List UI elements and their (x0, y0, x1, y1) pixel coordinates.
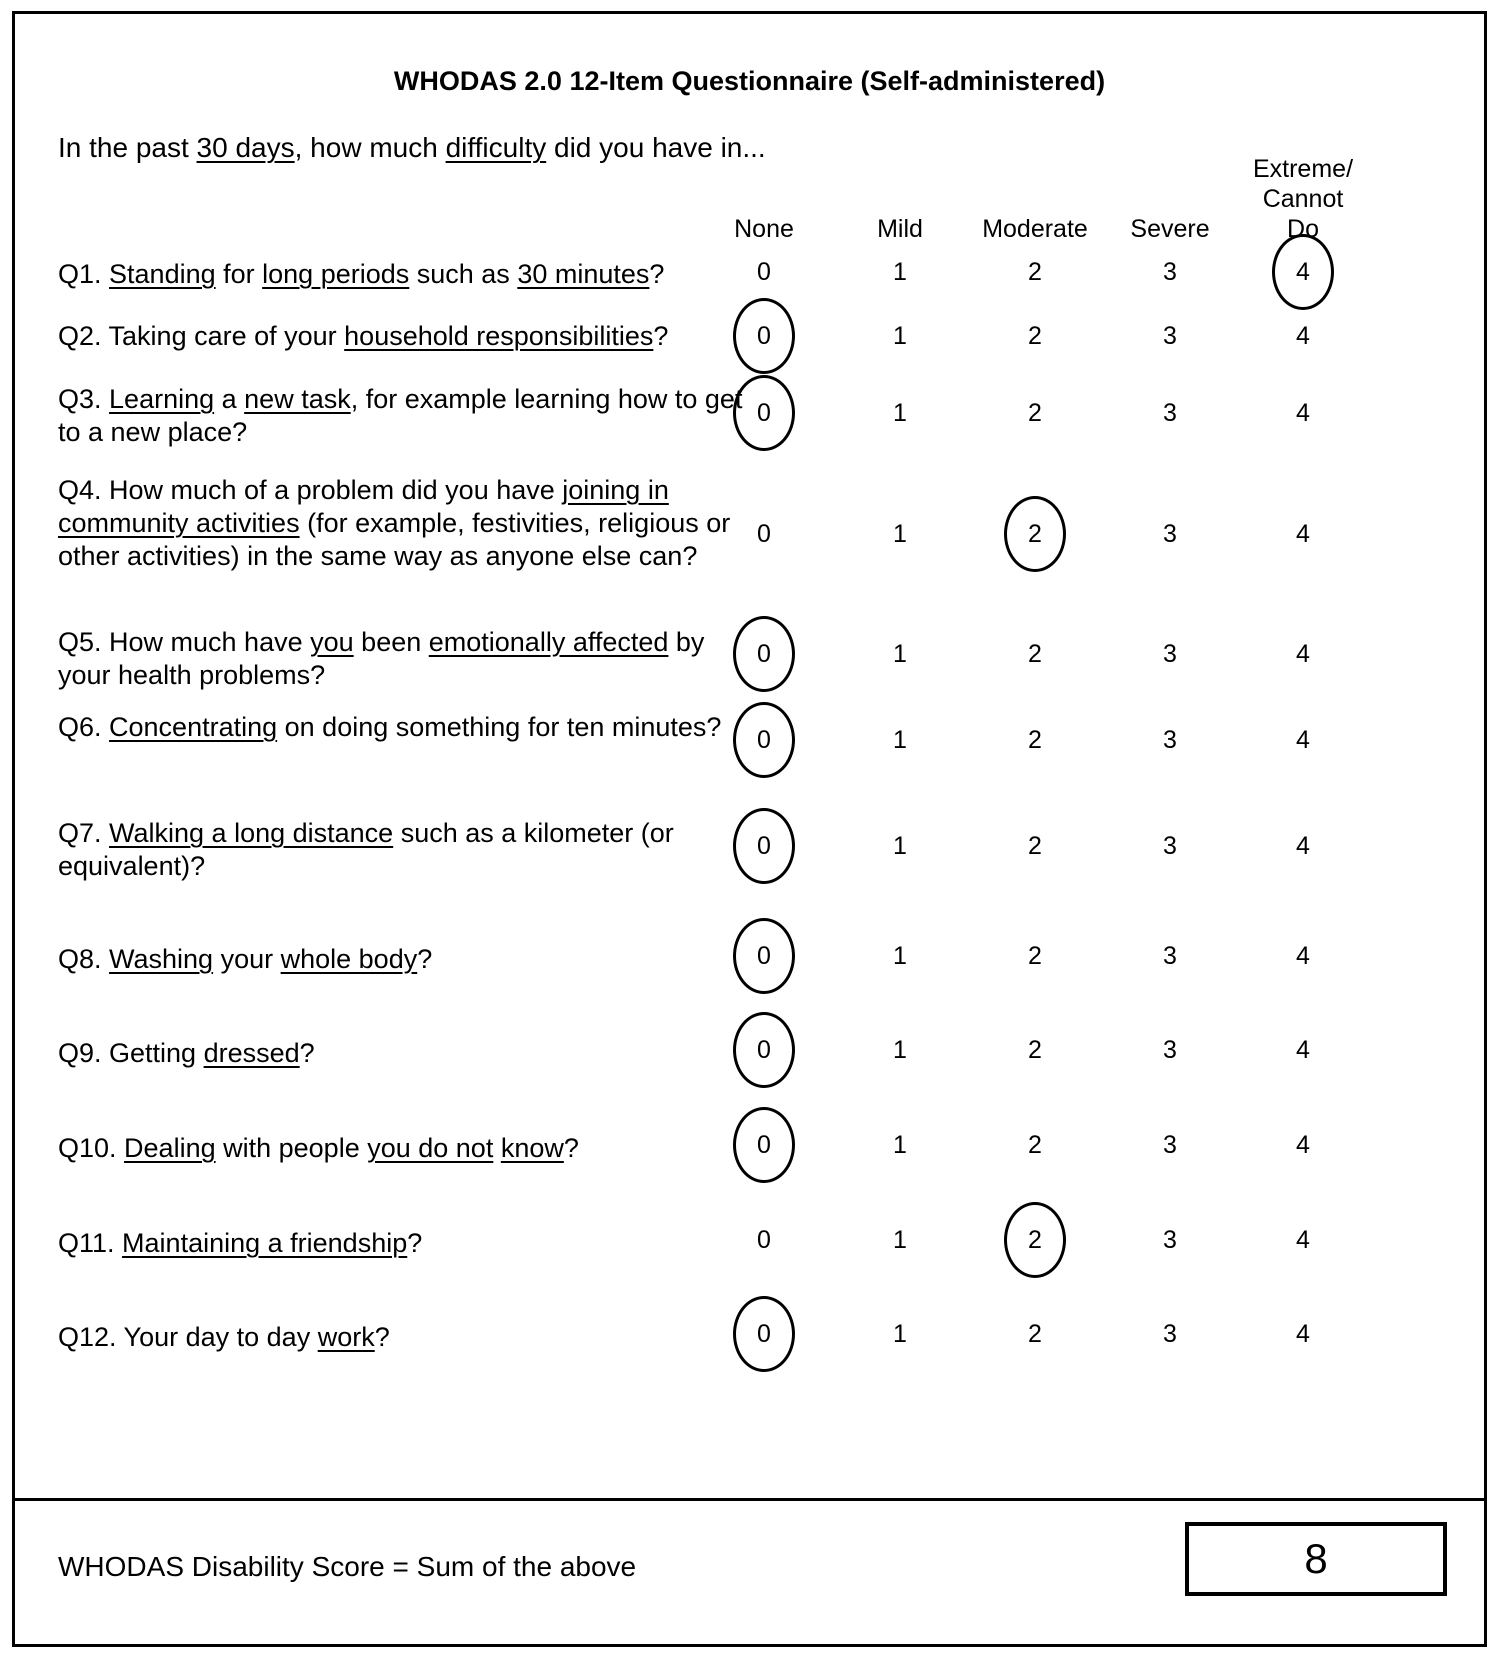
underlined-text: household responsibilities (344, 321, 654, 351)
rating-option[interactable]: 4 (1296, 398, 1310, 427)
underlined-text: joining in community activities (58, 475, 669, 538)
rating-option[interactable]: 3 (1163, 639, 1177, 668)
rating-option[interactable]: 3 (1163, 941, 1177, 970)
rating-option[interactable]: 1 (893, 639, 907, 668)
form-intro: In the past 30 days, how much difficulty did you have in... (58, 132, 766, 163)
rating-option[interactable]: 0 (757, 519, 771, 548)
rating-option[interactable]: 1 (893, 1319, 907, 1348)
selected-option[interactable]: 0 (733, 1107, 795, 1183)
selected-option[interactable]: 0 (733, 375, 795, 451)
rating-option[interactable]: 1 (893, 1130, 907, 1159)
selected-option[interactable]: 0 (733, 1012, 795, 1088)
rating-option[interactable]: 3 (1163, 321, 1177, 350)
rating-option[interactable]: 1 (893, 941, 907, 970)
rating-option[interactable]: 4 (1296, 1319, 1310, 1348)
question-text: Q5. How much have you been emotionally affected by your health problems? (58, 627, 705, 690)
underlined-text: whole body (280, 944, 418, 974)
rating-option[interactable]: 1 (893, 257, 907, 286)
underlined-text: difficulty (445, 132, 547, 163)
underlined-text: you do not (367, 1133, 494, 1163)
score-box[interactable]: 8 (1185, 1522, 1447, 1596)
question-text: Q11. Maintaining a friendship? (58, 1228, 423, 1258)
rating-option[interactable]: 4 (1296, 639, 1310, 668)
rating-option[interactable]: 4 (1296, 725, 1310, 754)
selected-option[interactable]: 2 (1004, 1202, 1066, 1278)
rating-option[interactable]: 2 (1028, 257, 1042, 286)
footer-divider (15, 1498, 1484, 1501)
selected-option[interactable]: 0 (733, 808, 795, 884)
underlined-text: emotionally affected (428, 627, 669, 657)
rating-option[interactable]: 4 (1296, 831, 1310, 860)
underlined-text: dressed (203, 1038, 300, 1068)
selected-option[interactable]: 0 (733, 702, 795, 778)
rating-option[interactable]: 2 (1028, 321, 1042, 350)
rating-option[interactable]: 4 (1296, 941, 1310, 970)
underlined-text: 30 minutes (517, 259, 650, 289)
question-text: Q2. Taking care of your household responsibilities? (58, 321, 669, 351)
rating-option[interactable]: 3 (1163, 257, 1177, 286)
rating-option[interactable]: 4 (1296, 1035, 1310, 1064)
rating-option[interactable]: 3 (1163, 1319, 1177, 1348)
column-header-extreme: Extreme/ Cannot Do (1252, 155, 1354, 243)
selected-option[interactable]: 2 (1004, 496, 1066, 572)
underlined-text: you (310, 627, 354, 657)
rating-option[interactable]: 3 (1163, 519, 1177, 548)
underlined-text: know (500, 1133, 564, 1163)
question-text: Q4. How much of a problem did you have joining in community activities (for example, festivities, religious or other activities) in the same way as anyone else can? (58, 475, 731, 571)
rating-option[interactable]: 2 (1028, 1319, 1042, 1348)
underlined-text: new task (244, 384, 351, 414)
rating-option[interactable]: 0 (757, 257, 771, 286)
rating-option[interactable]: 2 (1028, 1035, 1042, 1064)
question-text: Q10. Dealing with people you do not know? (58, 1133, 579, 1163)
underlined-text: Walking a long distance (109, 818, 394, 848)
rating-option[interactable]: 2 (1028, 725, 1042, 754)
rating-option[interactable]: 2 (1028, 639, 1042, 668)
question-text: Q6. Concentrating on doing something for ten minutes? (58, 712, 722, 742)
rating-option[interactable]: 4 (1296, 321, 1310, 350)
rating-option[interactable]: 1 (893, 725, 907, 754)
question-text: Q8. Washing your whole body? (58, 944, 433, 974)
column-header-none: None (734, 215, 794, 243)
rating-option[interactable]: 2 (1028, 1130, 1042, 1159)
rating-option[interactable]: 3 (1163, 1130, 1177, 1159)
underlined-text: long periods (262, 259, 410, 289)
question-text: Q1. Standing for long periods such as 30 minutes? (58, 259, 665, 289)
underlined-text: Standing (109, 259, 216, 289)
underlined-text: Maintaining a friendship (122, 1228, 408, 1258)
underlined-text: Washing (109, 944, 214, 974)
rating-option[interactable]: 1 (893, 1035, 907, 1064)
question-text: Q9. Getting dressed? (58, 1038, 315, 1068)
underlined-text: Dealing (124, 1133, 216, 1163)
column-header-moderate: Moderate (982, 215, 1088, 243)
column-header-severe: Severe (1130, 215, 1210, 243)
rating-option[interactable]: 1 (893, 831, 907, 860)
rating-option[interactable]: 4 (1296, 1130, 1310, 1159)
rating-option[interactable]: 0 (757, 1225, 771, 1254)
rating-option[interactable]: 3 (1163, 1225, 1177, 1254)
rating-option[interactable]: 3 (1163, 725, 1177, 754)
rating-option[interactable]: 3 (1163, 1035, 1177, 1064)
underlined-text: work (317, 1322, 375, 1352)
rating-option[interactable]: 3 (1163, 398, 1177, 427)
rating-option[interactable]: 3 (1163, 831, 1177, 860)
selected-option[interactable]: 0 (733, 918, 795, 994)
score-label: WHODAS Disability Score = Sum of the above (58, 1551, 637, 1582)
selected-option[interactable]: 0 (733, 298, 795, 374)
rating-option[interactable]: 1 (893, 1225, 907, 1254)
rating-option[interactable]: 4 (1296, 1225, 1310, 1254)
underlined-text: Concentrating (109, 712, 278, 742)
rating-option[interactable]: 4 (1296, 519, 1310, 548)
rating-option[interactable]: 2 (1028, 398, 1042, 427)
rating-option[interactable]: 1 (893, 519, 907, 548)
questionnaire-form (12, 11, 1487, 1647)
selected-option[interactable]: 0 (733, 616, 795, 692)
question-text: Q3. Learning a new task, for example learning how to get to a new place? (58, 384, 743, 447)
rating-option[interactable]: 2 (1028, 831, 1042, 860)
column-header-mild: Mild (877, 215, 923, 243)
form-title: WHODAS 2.0 12-Item Questionnaire (Self-administered) (393, 66, 1106, 96)
rating-option[interactable]: 1 (893, 398, 907, 427)
underlined-text: Learning (109, 384, 215, 414)
selected-option[interactable]: 4 (1272, 234, 1334, 310)
rating-option[interactable]: 1 (893, 321, 907, 350)
underlined-text: 30 days (196, 132, 295, 163)
question-text: Q12. Your day to day work? (58, 1322, 390, 1352)
selected-option[interactable]: 0 (733, 1296, 795, 1372)
question-text: Q7. Walking a long distance such as a kilometer (or equivalent)? (58, 818, 674, 881)
rating-option[interactable]: 2 (1028, 941, 1042, 970)
